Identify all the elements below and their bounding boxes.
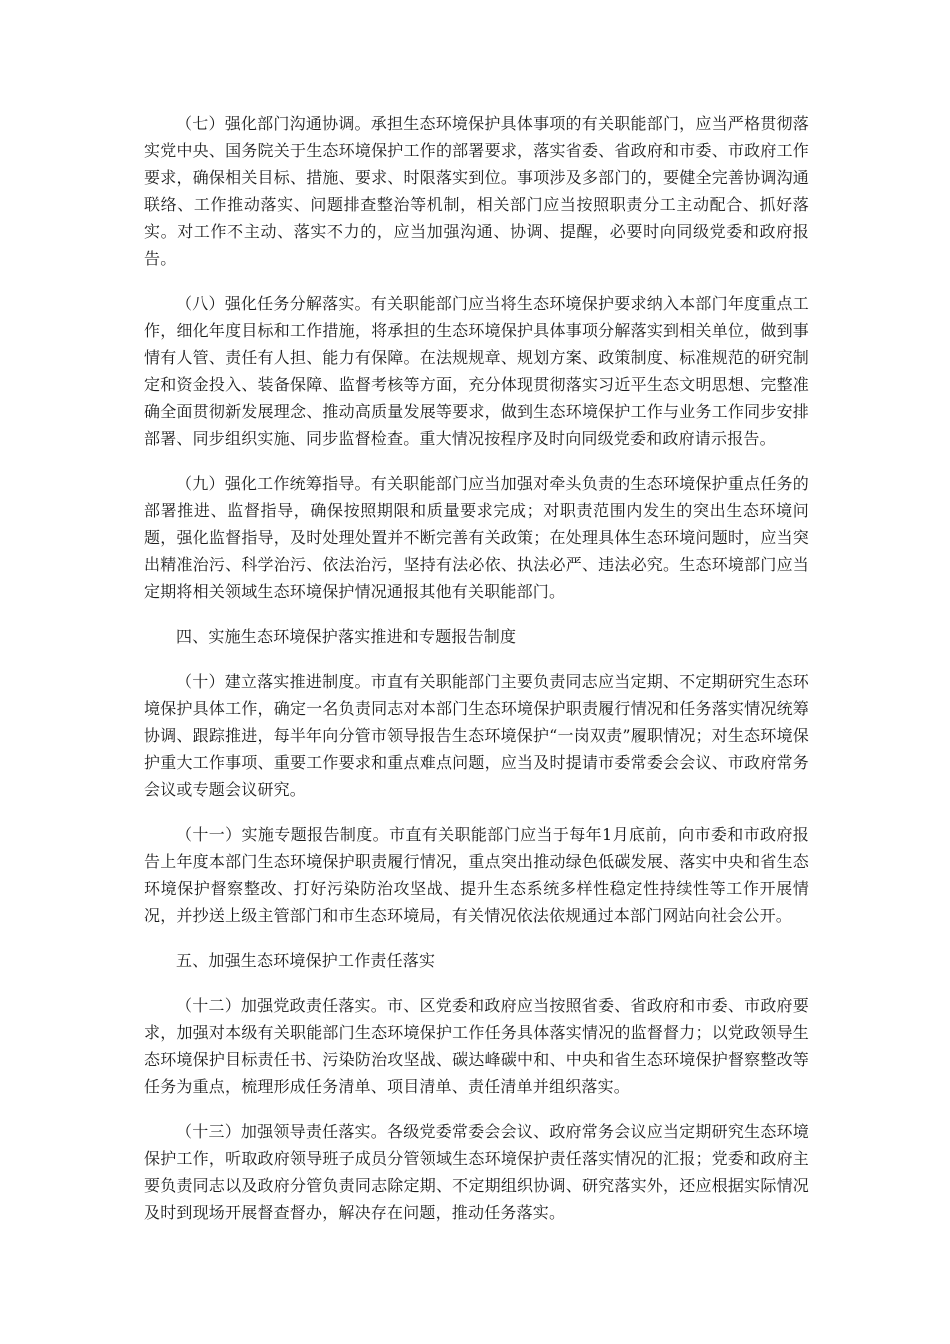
section-heading-5: 五、加强生态环境保护工作责任落实 bbox=[176, 951, 436, 970]
paragraph-12-party-government-responsibility: （十二）加强党政责任落实。市、区党委和政府应当按照省委、省政府和市委、市政府要求，加强对本级有关职能部门生态环境保护工作任务具体落实情况的监督督力；以党政领导生态环境保护目标责任书、污染防治攻坚战、碳达峰碳中和、中央和省生态环境保护督察整改等任务为重点，梳理形成任务清单、项目清单、责任清单并组织落实。 bbox=[144, 996, 809, 1096]
section-heading-4: 四、实施生态环境保护落实推进和专题报告制度 bbox=[176, 627, 517, 646]
paragraph-8-task-decomposition: （八）强化任务分解落实。有关职能部门应当将生态环境保护要求纳入本部门年度重点工作，细化年度目标和工作措施，将承担的生态环境保护具体事项分解落实到相关单位，做到事情有人管、责任有人担、能力有保障。在法规规章、规划方案、政策制度、标准规范的研究制定和资金投入、装备保障、监督考核等方面，充分体现贯彻落实习近平生态文明思想、完整准确全面贯彻新发展理念、推动高质量发展等要求，做到生态环境保护工作与业务工作同步安排部署、同步组织实施、同步监督检查。重大情况按程序及时向同级党委和政府请示报告。 bbox=[144, 294, 809, 448]
paragraph-7-strengthen-communication: （七）强化部门沟通协调。承担生态环境保护具体事项的有关职能部门，应当严格贯彻落实党中央、国务院关于生态环境保护工作的部署要求，落实省委、省政府和市委、市政府工作要求，确保相关目标、措施、要求、时限落实到位。事项涉及多部门的，要健全完善协调沟通联络、工作推动落实、问题排查整治等机制，相关部门应当按照职责分工主动配合、抓好落实。对工作不主动、落实不力的，应当加强沟通、协调、提醒，必要时向同级党委和政府报告。 bbox=[144, 114, 809, 268]
paragraph-9-overall-guidance: （九）强化工作统筹指导。有关职能部门应当加强对牵头负责的生态环境保护重点任务的部署推进、监督指导，确保按照期限和质量要求完成；对职责范围内发生的突出生态环境问题，强化监督指导，及时处理处置并不断完善有关政策；在处理具体生态环境问题时，应当突出精准治污、科学治污、依法治污，坚持有法必依、执法必严、违法必究。生态环境部门应当定期将相关领域生态环境保护情况通报其他有关职能部门。 bbox=[144, 474, 809, 601]
paragraph-11-special-report-system: （十一）实施专题报告制度。市直有关职能部门应当于每年1月底前，向市委和市政府报告上年度本部门生态环境保护职责履行情况，重点突出推动绿色低碳发展、落实中央和省生态环境保护督察整改、打好污染防治攻坚战、提升生态系统多样性稳定性持续性等工作开展情况，并抄送上级主管部门和市生态环境局，有关情况依法依规通过本部门网站向社会公开。 bbox=[144, 825, 809, 925]
paragraph-13-leadership-responsibility: （十三）加强领导责任落实。各级党委常委会会议、政府常务会议应当定期研究生态环境保护工作，听取政府领导班子成员分管领域生态环境保护责任落实情况的汇报；党委和政府主要负责同志以及政府分管负责同志除定期、不定期组织协调、研究落实外，还应根据实际情况及时到现场开展督查督办，解决存在问题，推动任务落实。 bbox=[144, 1122, 809, 1222]
document-page bbox=[144, 110, 809, 1244]
paragraph-10-implementation-system: （十）建立落实推进制度。市直有关职能部门主要负责同志应当定期、不定期研究生态环境保护具体工作，确定一名负责同志对本部门生态环境保护职责履行情况和任务落实情况统筹协调、跟踪推进，每半年向分管市领导报告生态环境保护“一岗双责”履职情况；对生态环境保护重大工作事项、重要工作要求和重点难点问题，应当及时提请市委常委会会议、市政府常务会议或专题会议研究。 bbox=[144, 672, 809, 799]
